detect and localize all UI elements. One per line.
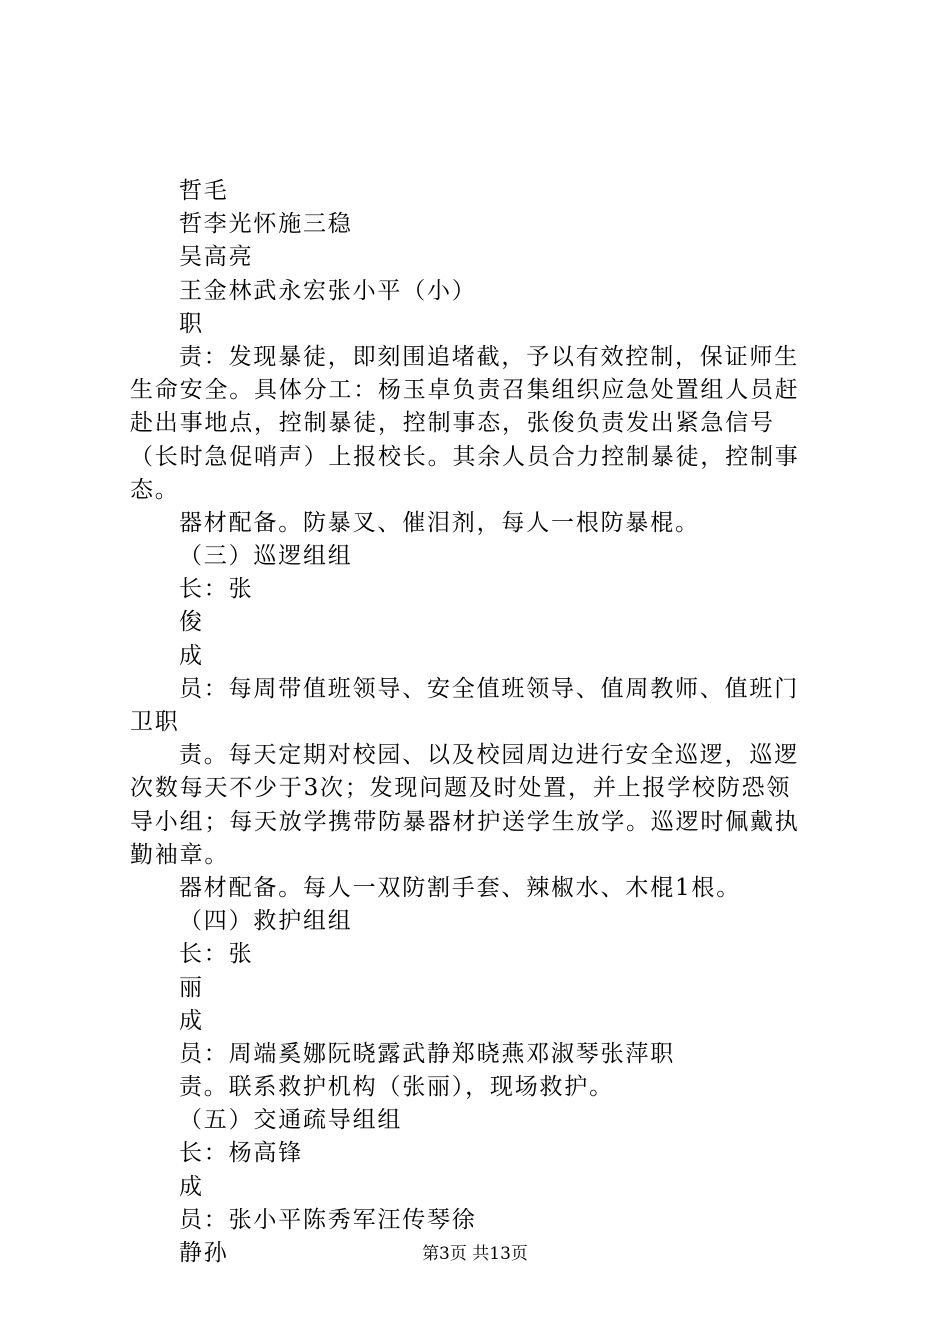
text-line: 导小组；每天放学携带防暴器材护送学生放学。巡逻时佩戴执 [130,808,800,835]
text-line: 器材配备。每人一双防割手套、辣椒水、木棍1根。 [179,874,742,901]
text-line: （长时急促哨声）上报校长。其余人员合力控制暴徒，控制事 [130,443,800,470]
text-line: 丽 [179,974,204,1001]
text-line: （三）巡逻组组 [179,543,353,570]
text-line: 生命安全。具体分工：杨玉卓负责召集组织应急处置组人员赶 [130,377,800,404]
text-line: 成 [179,1007,204,1034]
text-line: 责：发现暴徒，即刻围追堵截，予以有效控制，保证师生 [179,343,799,370]
text-line: （四）救护组组 [179,908,353,935]
text-line: 员：每周带值班领导、安全值班领导、值周教师、值班门 [179,675,799,702]
text-line: 员：周端奚娜阮晓露武静郑晓燕邓淑琴张萍职 [179,1040,675,1067]
text-line: 哲李光怀施三稳 [179,211,353,238]
text-line: 长：张 [179,576,254,603]
text-line: 吴高亮 [179,244,254,271]
text-line: 职 [179,310,204,337]
text-line: 次数每天不少于3次；发现问题及时处置，并上报学校防恐领 [130,775,792,802]
text-line: 王金林武永宏张小平（小） [179,277,477,304]
document-body [130,175,830,1270]
text-line: 勤袖章。 [130,841,230,868]
text-line: 员：张小平陈秀军汪传琴徐 [179,1206,477,1233]
text-line: 器材配备。防暴叉、催泪剂，每人一根防暴棍。 [179,509,700,536]
text-line: 俊 [179,609,204,636]
text-line: 成 [179,1173,204,1200]
text-line: 责。每天定期对校园、以及校园周边进行安全巡逻，巡逻 [179,742,799,769]
text-line: 卫职 [130,709,180,735]
text-line: 成 [179,642,204,669]
text-line: 赴出事地点，控制暴徒，控制事态，张俊负责发出紧急信号 [130,410,775,437]
page-footer: 第3页 共13页 [422,1244,528,1264]
text-line: 哲毛 [179,178,229,204]
text-line: 长：张 [179,941,254,968]
text-line: 责。联系救护机构（张丽），现场救护。 [179,1074,614,1101]
text-line: （五）交通疏导组组 [179,1107,403,1134]
text-line: 静孙 [179,1240,229,1266]
text-line: 长：杨高锋 [179,1140,303,1167]
text-line: 态。 [130,476,180,503]
